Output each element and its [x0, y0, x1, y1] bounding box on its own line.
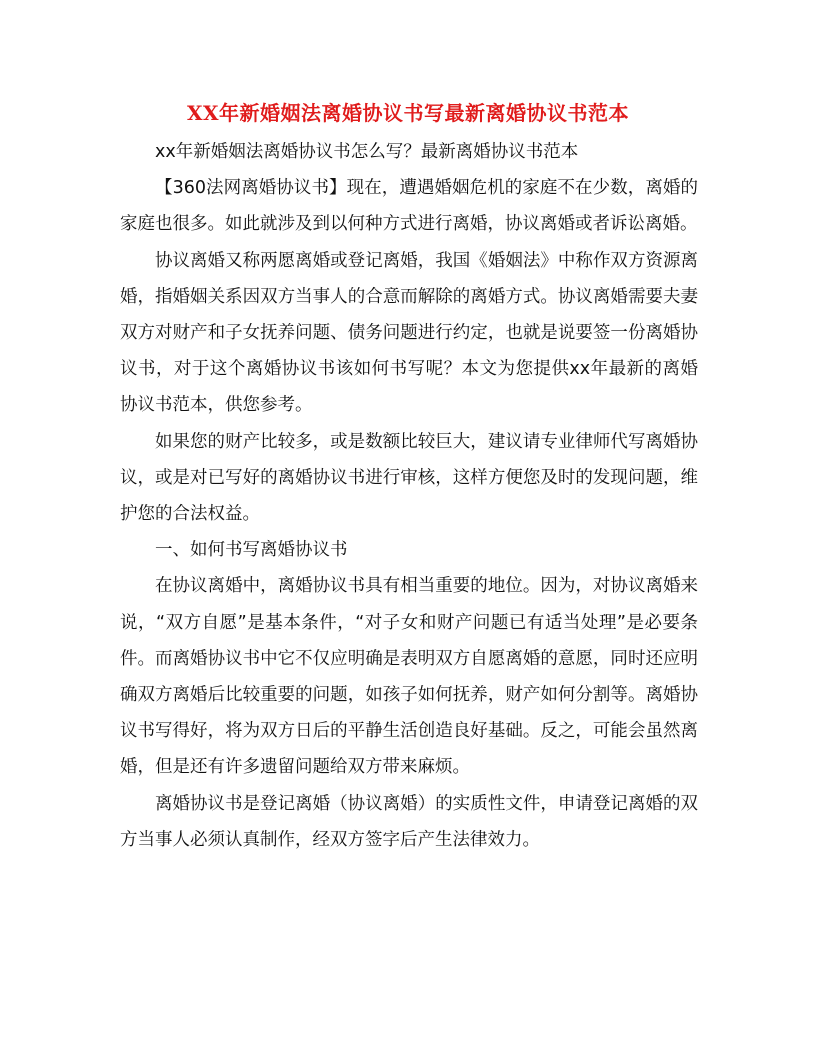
subtitle-paragraph: xx年新婚姻法离婚协议书怎么写？最新离婚协议书范本 [155, 142, 579, 162]
advice-paragraph: 如果您的财产比较多，或是数额比较巨大，建议请专业律师代写离婚协议，或是对已写好的离婚协议书进行审核，这样方便您及时的发现问题，维护您的合法权益。 [120, 431, 698, 525]
section-heading: 一、如何书写离婚协议书 [155, 540, 348, 561]
document-title: XX年新婚姻法离婚协议书写最新离婚协议书范本 [186, 101, 630, 125]
definition-paragraph: 协议离婚又称两愿离婚或登记离婚，我国《婚姻法》中称作双方资源离婚，指婚姻关系因双方当事人的合意而解除的离婚方式。协议离婚需要夫妻双方对财产和子女抚养问题、债务问题进行约定，也就是说要签一份离婚协议书，对于这个离婚协议书该如何书写呢？本文为您提供xx年最新的离婚协议书范本，供您参考。 [120, 250, 698, 416]
document-body [120, 134, 698, 858]
intro-paragraph: 【360法网离婚协议书】现在，遭遇婚姻危机的家庭不在少数，离婚的家庭也很多。如此就涉及到以何种方式进行离婚，协议离婚或者诉讼离婚。 [120, 178, 698, 235]
importance-paragraph: 在协议离婚中，离婚协议书具有相当重要的地位。因为，对协议离婚来说，“双方自愿”是基本条件，“对子女和财产问题已有适当处理”是必要条件。而离婚协议书中它不仅应明确是表明双方自愿离婚的意愿，同时还应明确双方离婚后比较重要的问题，如孩子如何抚养，财产如何分割等。离婚协议书写得好，将为双方日后的平静生活创造良好基础。反之，可能会虽然离婚，但是还有许多遗留问题给双方带来麻烦。 [120, 576, 698, 778]
legal-effect-paragraph: 离婚协议书是登记离婚（协议离婚）的实质性文件，申请登记离婚的双方当事人必须认真制作，经双方签字后产生法律效力。 [120, 793, 698, 850]
